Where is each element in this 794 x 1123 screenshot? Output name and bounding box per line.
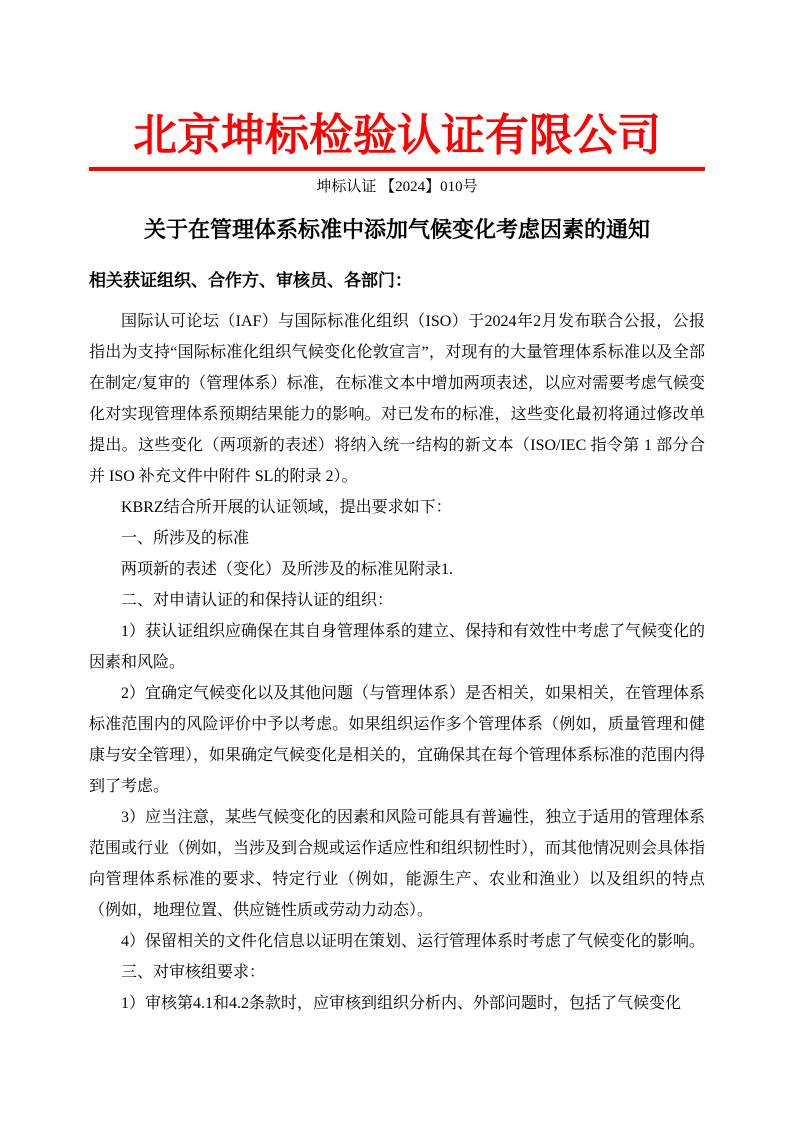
document-content xyxy=(89,0,705,1019)
paragraph: 国际认可论坛（IAF）与国际标准化组织（ISO）于2024年2月发布联合公报，公报指出为支持“国际标准化组织气候变化伦敦宣言”，对现有的大量管理体系标准以及全部在制定/复审的（管理体系）标准，在标准文本中增加两项表述，以应对需要考虑气候变化对实现管理体系预期结果能力的影响。对已发布的标准，这些变化最初将通过修改单提出。这些变化（两项新的表述）将纳入统一结构的新文本（ISO/IEC 指令第 1 部分合并 ISO 补充文件中附件 SL的附录 2）。 xyxy=(89,313,705,485)
doc-number-line: 坤标认证 【2024】010号 xyxy=(316,179,478,195)
salutation-line: 相关获证组织、合作方、审核员、各部门： xyxy=(89,271,412,290)
document-body xyxy=(89,306,705,1019)
paragraph: 1）审核第4.1和4.2条款时，应审核到组织分析内、外部问题时，包括了气候变化 xyxy=(121,995,682,1012)
document-title: 关于在管理体系标准中添加气候变化考虑因素的通知 xyxy=(143,217,650,242)
paragraph: 两项新的表述（变化）及所涉及的标准见附录1. xyxy=(121,561,454,578)
paragraph: KBRZ结合所开展的认证领域，提出要求如下： xyxy=(121,499,452,516)
paragraph: 2）宜确定气候变化以及其他问题（与管理体系）是否相关，如果相关，在管理体系标准范围内的风险评价中予以考虑。如果组织运作多个管理体系（例如，质量管理和健康与安全管理），如果确定气候变化是相关的，宜确保其在每个管理体系标准的范围内得到了考虑。 xyxy=(89,685,706,795)
paragraph: 一、所涉及的标准 xyxy=(121,530,250,547)
paragraph: 二、对申请认证的和保持认证的组织： xyxy=(121,592,394,609)
header-rule xyxy=(89,167,705,171)
company-name-title: 北京坤标检验认证有限公司 xyxy=(133,111,661,160)
paragraph: 1）获认证组织应确保在其自身管理体系的建立、保持和有效性中考虑了气候变化的因素和风险。 xyxy=(89,623,706,671)
paragraph: 4）保留相关的文件化信息以证明在策划、运行管理体系时考虑了气候变化的影响。 xyxy=(121,933,706,950)
paragraph: 三、对审核组要求： xyxy=(121,964,266,981)
paragraph: 3）应当注意，某些气候变化的因素和风险可能具有普遍性，独立于适用的管理体系范围或行业（例如，当涉及到合规或运作适应性和组织韧性时），而其他情况则会具体指向管理体系标准的要求、特定行业（例如，能源生产、农业和渔业）以及组织的特点（例如，地理位置、供应链性质或劳动力动态）。 xyxy=(89,809,706,919)
